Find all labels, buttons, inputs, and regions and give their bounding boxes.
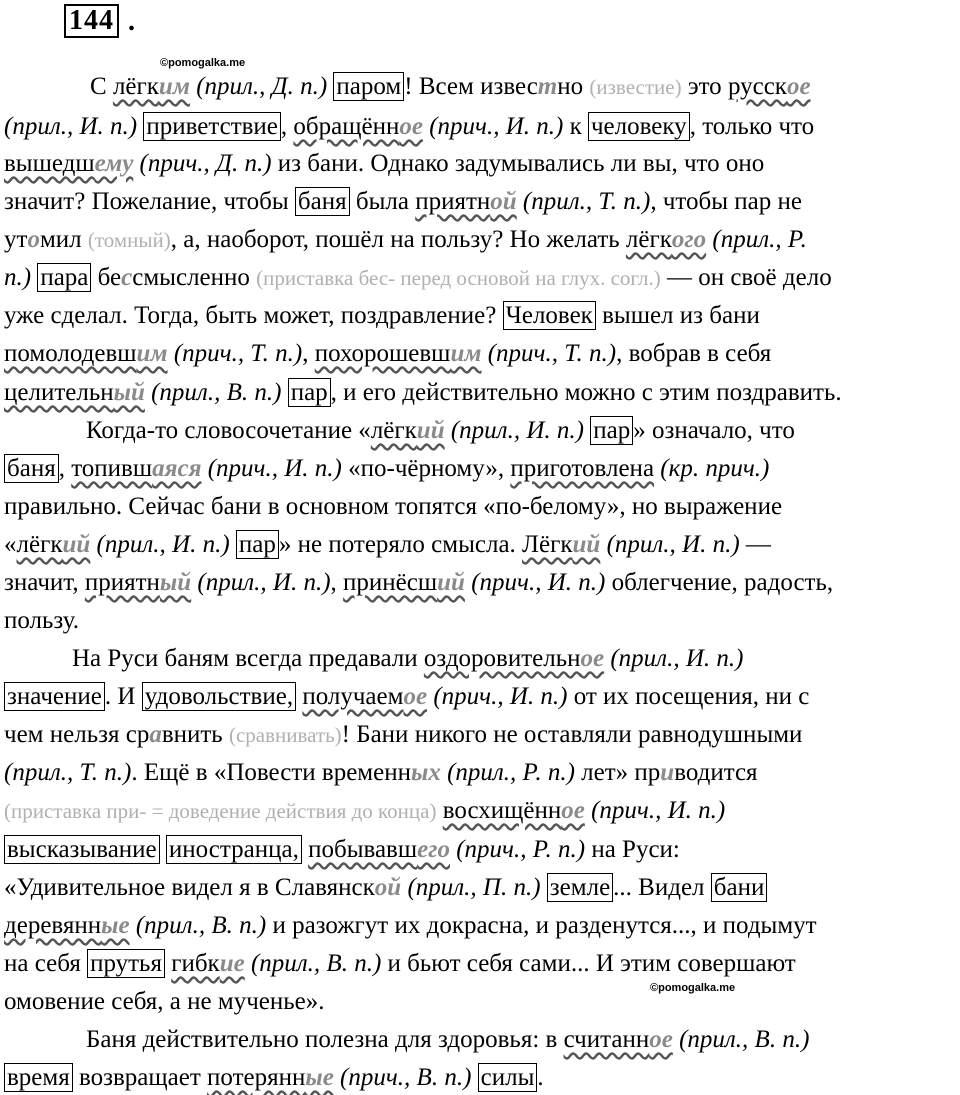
text-line-20 — [4, 796, 725, 826]
text: , чтобы пар не — [650, 188, 802, 215]
ending: ий — [416, 417, 445, 444]
text: и бьют себя сами... И этим совершают — [381, 950, 796, 977]
grammar-note: (прич., Р. п.) — [449, 836, 586, 863]
word: топивш — [71, 455, 153, 482]
text: С — [90, 73, 113, 100]
text-line-14 — [4, 568, 833, 598]
word: лёгк — [16, 531, 63, 558]
word: приятн — [84, 569, 160, 596]
text: ! Всем извес — [404, 73, 538, 100]
grammar-note: (прил., Т. п.) — [516, 188, 651, 215]
boxed-noun: пар — [590, 416, 633, 445]
grammar-note: п.) — [4, 264, 38, 291]
grammar-note: (прич., И. п.) — [201, 455, 342, 482]
word: оздоровительн — [423, 645, 581, 672]
text: смысленно — [132, 264, 257, 291]
text: уже сделал. Тогда, быть может, поздравление? — [4, 302, 503, 329]
ending: ой — [490, 188, 517, 215]
spelling-rule-note: (приставка при- = доведение действия до конца) — [4, 799, 437, 823]
grammar-note: (прич., Т. п.) — [481, 340, 617, 367]
text: » означало, что — [633, 417, 795, 444]
boxed-noun: баня — [4, 454, 59, 483]
grammar-note: (прил., И. п.) — [4, 113, 144, 140]
boxed-noun: бани — [711, 873, 768, 902]
word: приготовлена — [510, 455, 655, 482]
boxed-noun: иностранца, — [166, 835, 302, 864]
text-line-15 — [4, 606, 79, 636]
grammar-note: (прил., В. п.) — [144, 379, 288, 406]
boxed-noun: время — [4, 1063, 73, 1092]
grammar-note: (прил., Р. — [706, 226, 807, 253]
ending: ой — [374, 874, 402, 901]
text-line-12 — [4, 492, 782, 522]
text-line-2 — [4, 112, 814, 142]
text: на себя — [4, 950, 88, 977]
text-line-22 — [4, 873, 767, 903]
text: и разожгут их докрасна, и разденутся..., и подымут — [266, 912, 817, 939]
text: , — [280, 113, 294, 140]
text: — он своё дело — [660, 264, 832, 291]
text-line-4 — [4, 187, 802, 217]
word: восхищённ — [442, 797, 562, 824]
text — [160, 836, 166, 863]
ending: ое — [403, 683, 428, 710]
text: лет» пр — [574, 759, 661, 786]
word: лёгк — [112, 73, 159, 100]
word: приятн — [415, 188, 491, 215]
boxed-noun: силы — [478, 1063, 538, 1092]
grammar-note: (прил., И. п.) — [444, 417, 591, 444]
grammar-note: (кр. прич.) — [654, 455, 770, 482]
grammar-note: (прил., И. п.) — [191, 569, 331, 596]
text: . И — [104, 683, 142, 710]
text-line-27 — [4, 1063, 544, 1093]
text-line-5 — [4, 225, 807, 255]
text-line-26 — [86, 1025, 809, 1055]
ending: ий — [437, 569, 465, 596]
ending: ий — [572, 531, 601, 558]
text: «Удивительное видел я в Славянск — [4, 874, 375, 901]
text-line-10 — [86, 416, 795, 446]
word: русск — [727, 73, 787, 100]
word: лёгк — [625, 226, 672, 253]
text: Баня действительно полезна для здоровья: в — [86, 1026, 564, 1053]
text: ... Видел — [613, 874, 711, 901]
text: от их посещения, ни с — [567, 683, 810, 710]
text: » не потеряло смысла. — [278, 531, 523, 558]
grammar-note: (прич., И. п.) — [464, 569, 606, 596]
grammar-note: (прич., В. п.) — [333, 1064, 478, 1091]
grammar-note: (прил., П. п.) — [401, 874, 547, 901]
text: , — [58, 455, 72, 482]
text-line-11 — [4, 454, 769, 484]
word: деревянн — [4, 912, 102, 939]
text: правильно. Сейчас бани в основном топятся «по-белому», но выражение — [4, 493, 783, 520]
ending: его — [417, 836, 450, 863]
ending: им — [136, 340, 168, 367]
ending: ый — [159, 569, 192, 596]
check-word: (сравнивать) — [228, 723, 342, 747]
ending: ое — [649, 1026, 673, 1053]
watermark-top: ©pomogalka.me — [160, 57, 246, 69]
text: внить — [161, 721, 229, 748]
text-line-19 — [4, 758, 758, 788]
ending: им — [158, 73, 190, 100]
word: принёсш — [343, 569, 438, 596]
ending: ое — [399, 113, 423, 140]
grammar-note: (прил., Д. п.) — [189, 73, 334, 100]
text-line-13 — [4, 530, 771, 560]
text-line-23 — [4, 911, 817, 941]
text: бе — [91, 264, 122, 291]
grammar-note: (прил., В. п.) — [672, 1026, 810, 1053]
word: помолодевш — [4, 340, 137, 367]
text-line-8 — [4, 339, 771, 369]
text: к — [563, 113, 588, 140]
boxed-noun: баня — [295, 187, 350, 216]
grammar-note: (прич., Т. п.) — [167, 340, 303, 367]
text-line-24 — [4, 949, 796, 979]
check-word: (томный) — [87, 228, 171, 252]
spelling-letter: а — [149, 721, 162, 748]
ending: ый — [113, 379, 145, 406]
grammar-note: (прил., И. п.) — [90, 531, 236, 558]
text: Когда-то словосочетание « — [86, 417, 371, 444]
ending: ий — [62, 531, 91, 558]
text-line-6 — [4, 263, 832, 293]
word: гибк — [171, 950, 220, 977]
ending: ых — [410, 759, 441, 786]
word: лёгк — [370, 417, 417, 444]
grammar-note: (прич., Д. п.) — [133, 150, 272, 177]
text: водится — [674, 759, 758, 786]
ending: ые — [101, 912, 130, 939]
text: пользу. — [4, 607, 80, 634]
word: побывавш — [308, 836, 418, 863]
word: считанн — [563, 1026, 650, 1053]
text: ут — [4, 226, 28, 253]
text-line-1 — [90, 72, 811, 102]
ending: аяся — [152, 455, 202, 482]
boxed-noun: пар — [236, 530, 279, 559]
text-line-17 — [4, 682, 809, 712]
spelling-letter: с — [121, 264, 133, 291]
text: вышел из бани — [595, 302, 760, 329]
word: похорошевш — [314, 340, 451, 367]
text: . Ещё в «Повести временн — [131, 759, 411, 786]
boxed-noun: Человек — [503, 301, 596, 330]
text: облегчение, радость, — [605, 569, 834, 596]
text: омовение себя, а не мученье». — [4, 988, 325, 1015]
watermark-bottom: ©pomogalka.me — [650, 982, 736, 994]
text-line-3 — [4, 149, 764, 179]
exercise-number-dot: . — [128, 6, 135, 37]
boxed-noun: паром — [333, 72, 404, 101]
boxed-noun: земле — [547, 873, 613, 902]
text: значит, — [4, 569, 85, 596]
word: целительн — [4, 379, 114, 406]
text-line-25 — [4, 987, 324, 1017]
text-line-18 — [4, 720, 802, 750]
text: была — [349, 188, 416, 215]
grammar-note: (прил., И. п.) — [604, 645, 744, 672]
text: На Руси баням всегда предавали — [72, 645, 424, 672]
text: , — [302, 340, 315, 367]
grammar-note: (прил., В. п.) — [244, 950, 382, 977]
spelling-letter: и — [660, 759, 675, 786]
text: из бани. Однако задумывались ли вы, что оно — [271, 150, 765, 177]
boxed-noun: высказывание — [4, 835, 160, 864]
text-line-21 — [4, 835, 680, 865]
ending: ого — [671, 226, 707, 253]
word: потерянн — [207, 1064, 306, 1091]
grammar-note: (прил., В. п.) — [129, 912, 267, 939]
grammar-note: (прил., Р. п.) — [440, 759, 575, 786]
boxed-noun: прутья — [87, 949, 165, 978]
grammar-note: (прич., И. п.) — [584, 797, 726, 824]
text: ! Бани никого не оставляли равнодушными — [341, 721, 803, 748]
ending: ое — [786, 73, 811, 100]
text: , и его действительно можно с этим поздравить. — [330, 379, 842, 406]
grammar-note: (прич., И. п.) — [422, 113, 564, 140]
text: значит? Пожелание, чтобы — [4, 188, 295, 215]
word: получаем — [302, 683, 404, 710]
boxed-noun: пар — [288, 378, 331, 407]
spelling-rule-note: (приставка бес- перед основой на глух. согл.) — [256, 266, 661, 290]
text-line-7 — [4, 301, 760, 331]
text-line-9 — [4, 378, 842, 408]
text: , а, наоборот, пошёл на пользу? Но желать — [170, 226, 626, 253]
text: — — [739, 531, 771, 558]
boxed-noun: удовольствие, — [142, 682, 296, 711]
ending: ые — [305, 1064, 334, 1091]
text: возвращает — [72, 1064, 208, 1091]
ending: ое — [580, 645, 605, 672]
text: , только что — [689, 113, 815, 140]
text: это — [681, 73, 728, 100]
boxed-noun: пара — [37, 263, 91, 292]
ending: им — [450, 340, 482, 367]
grammar-note: (прич., И. п.) — [427, 683, 568, 710]
spelling-letter: о — [27, 226, 40, 253]
boxed-noun: приветствие — [143, 112, 281, 141]
boxed-noun: человеку — [588, 112, 690, 141]
text: чем нельзя ср — [4, 721, 150, 748]
text: , вобрав в себя — [616, 340, 772, 367]
ending: ие — [219, 950, 245, 977]
exercise-number: 144 — [64, 4, 119, 38]
grammar-note: (прил., И. п.) — [600, 531, 740, 558]
text: , — [330, 569, 344, 596]
text: «по-чёрному», — [341, 455, 511, 482]
word: обращённ — [293, 113, 400, 140]
text: на Руси: — [585, 836, 680, 863]
grammar-note: (прил., Т. п.) — [4, 759, 132, 786]
text: мил — [39, 226, 88, 253]
ending: ое — [561, 797, 585, 824]
check-word: (известие) — [589, 75, 682, 99]
spelling-letter: т — [537, 73, 558, 100]
ending: ему — [94, 150, 134, 177]
text: . — [537, 1064, 544, 1091]
boxed-noun: значение — [4, 682, 105, 711]
word: Лёгк — [522, 531, 573, 558]
text: но — [557, 73, 590, 100]
word: вышедш — [4, 150, 95, 177]
text: « — [4, 531, 17, 558]
text-line-16 — [72, 644, 743, 674]
